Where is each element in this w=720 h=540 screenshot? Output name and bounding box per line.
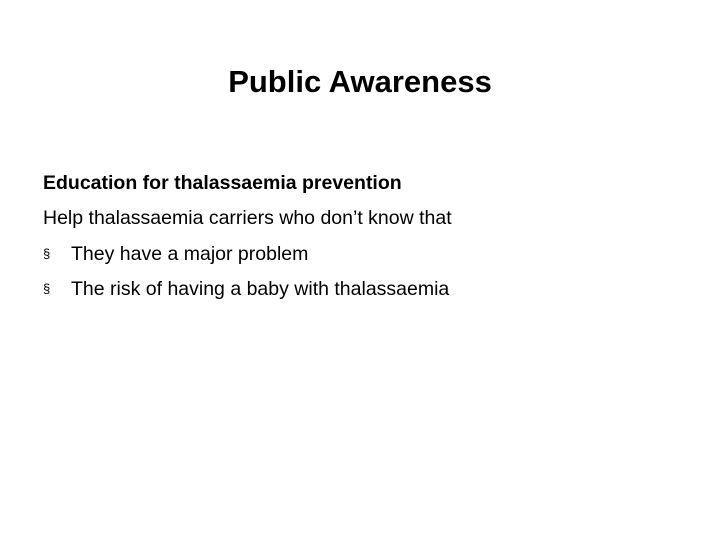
bullet-icon: § <box>43 246 51 261</box>
bullet-text: The risk of having a baby with thalassaemia <box>71 278 450 300</box>
bullet-text: They have a major problem <box>71 243 309 265</box>
slide-body <box>43 166 683 306</box>
body-heading: Education for thalassaemia prevention <box>43 172 402 194</box>
bullet-item <box>43 236 683 271</box>
bullet-icon: § <box>43 281 51 296</box>
slide-title: Public Awareness <box>228 64 492 99</box>
body-intro: Help thalassaemia carriers who don’t know that <box>43 207 452 229</box>
bullet-item <box>43 271 683 306</box>
